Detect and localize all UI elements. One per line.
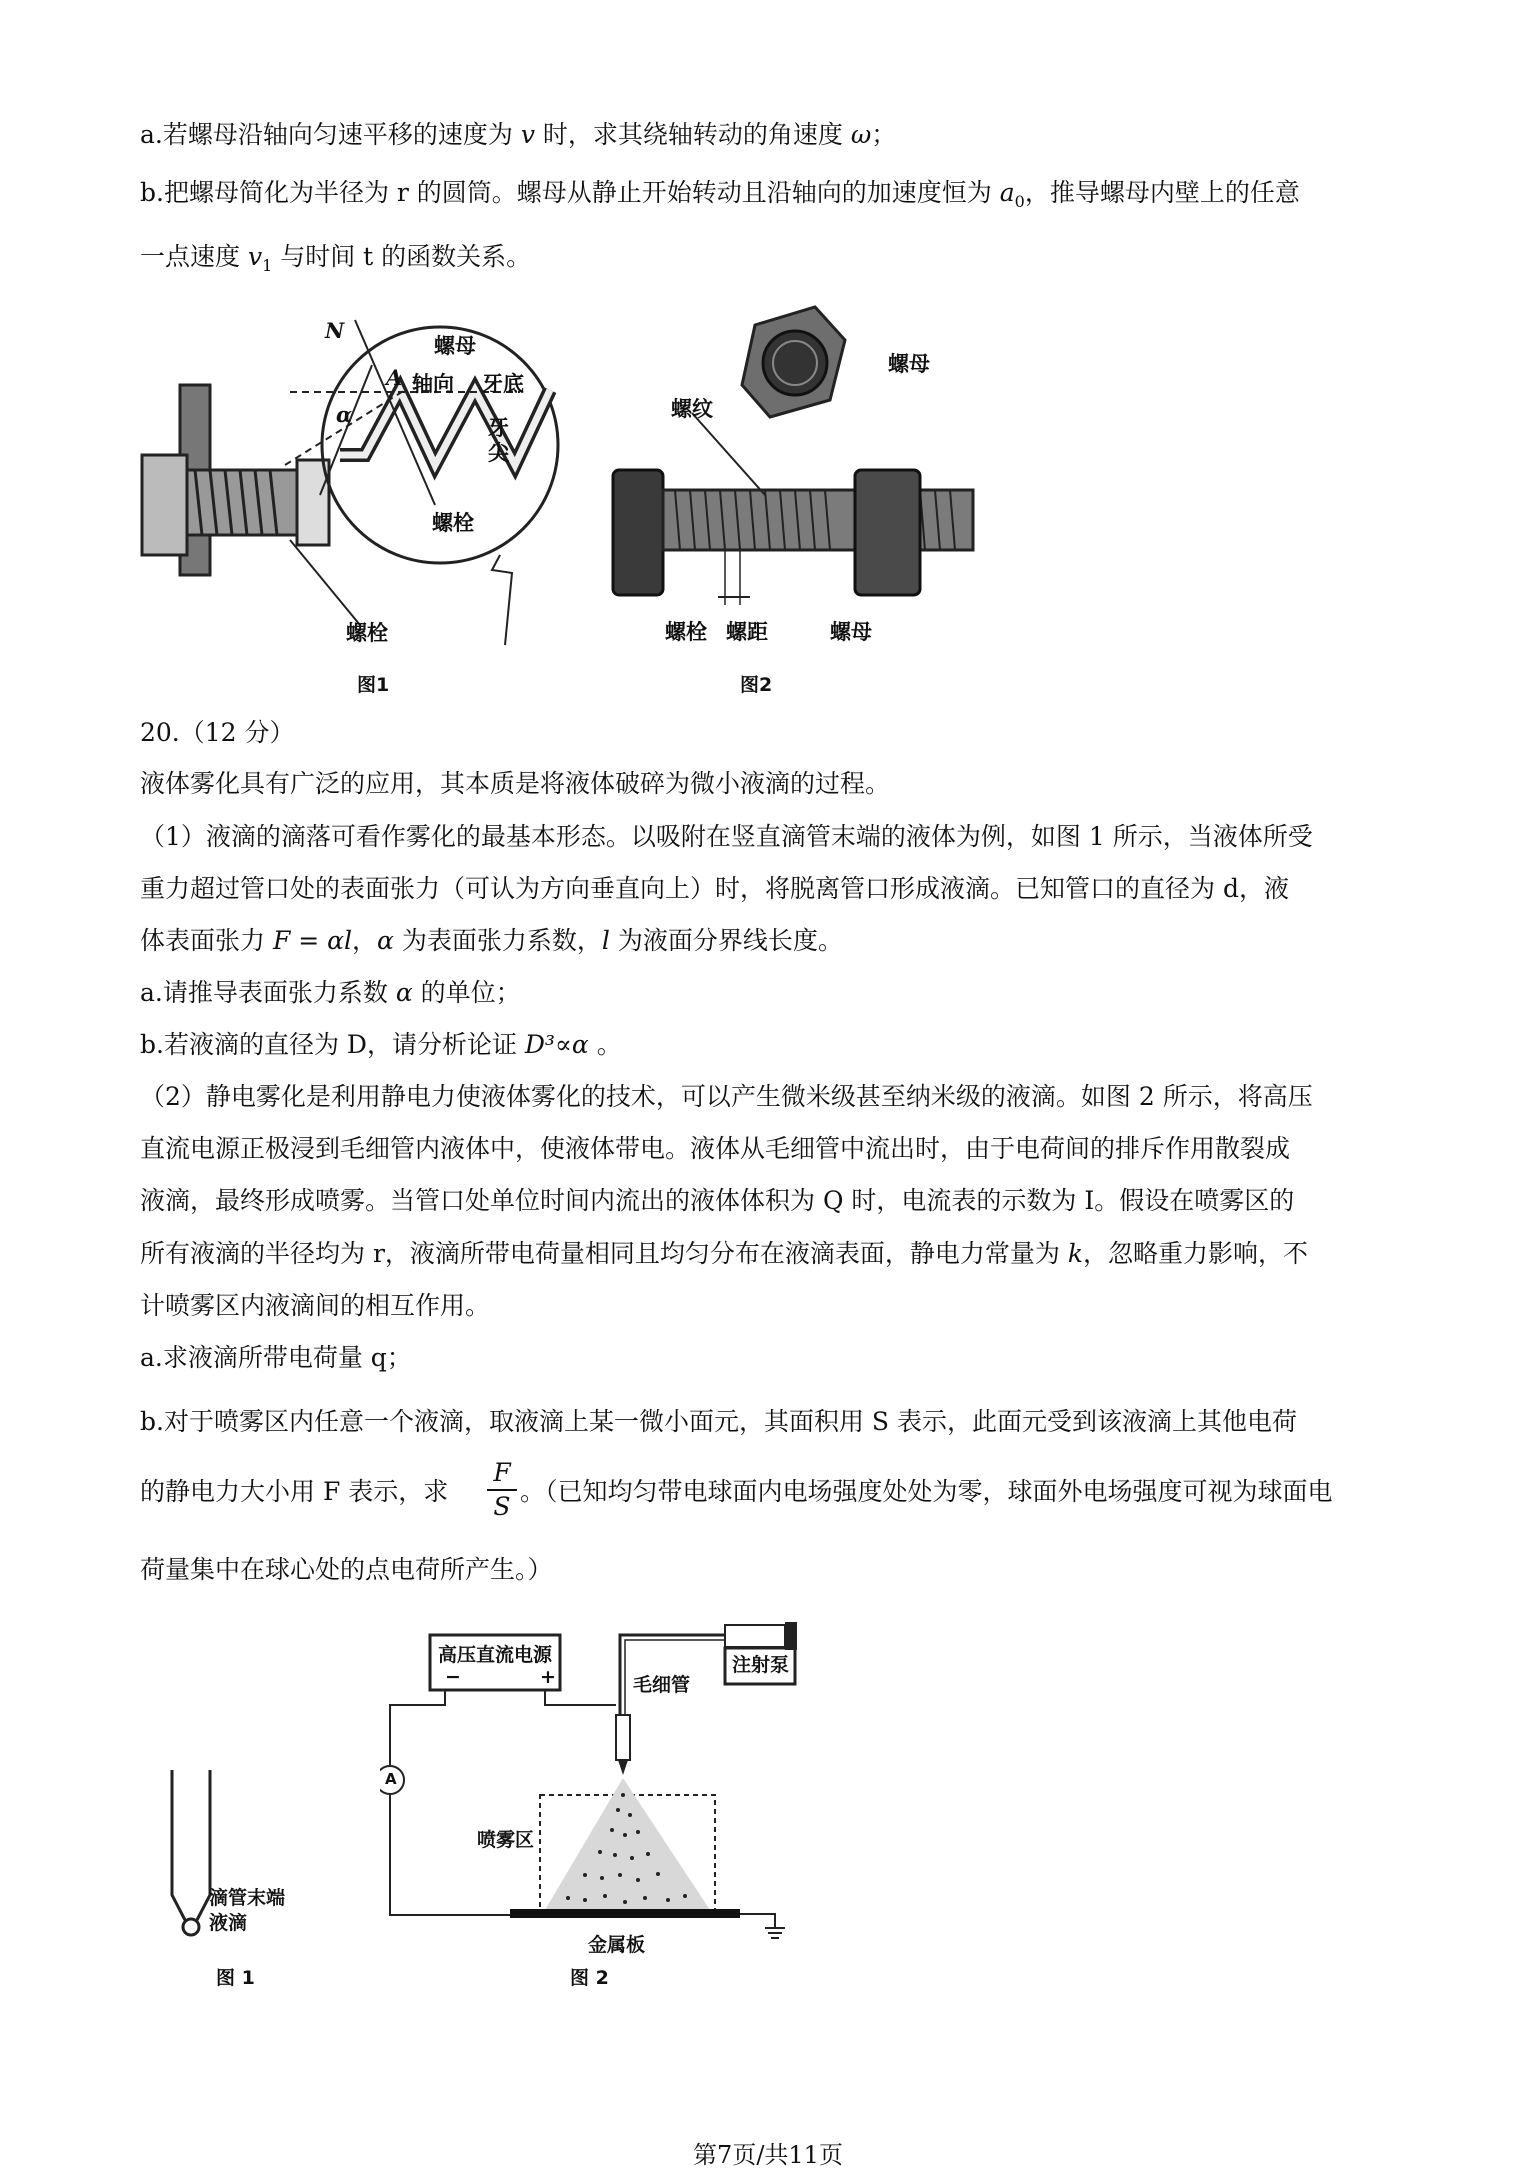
q19-part-b-line1 bbox=[140, 176, 1300, 219]
return-wire bbox=[390, 1794, 510, 1915]
label-nut-top: 螺母 bbox=[888, 352, 930, 376]
formula-F: F = αl bbox=[272, 926, 353, 955]
label-root: 牙底 bbox=[482, 372, 524, 396]
q20-p2-line4 bbox=[140, 1237, 1308, 1271]
var-alpha: α bbox=[377, 926, 394, 955]
text: ，推导螺母内壁上的任意 bbox=[1024, 178, 1300, 207]
label-spray-zone: 喷雾区 bbox=[477, 1829, 535, 1851]
var-l: l bbox=[601, 926, 610, 955]
q20-a1 bbox=[140, 976, 521, 1010]
text: 所有液滴的半径均为 r，液滴所带电荷量相同且均匀分布在液滴表面，静电力常量为 bbox=[140, 1239, 1068, 1268]
figure-caption: 图2 bbox=[740, 674, 773, 696]
var-a0: a bbox=[999, 178, 1015, 207]
var-alpha: α bbox=[395, 978, 413, 1007]
q20-b2-line2-end: 。（已知均匀带电球面内电场强度处处为零，球面外电场强度可视为球面电 bbox=[520, 1477, 1333, 1506]
text: ， bbox=[352, 926, 378, 955]
figure-caption: 图 2 bbox=[570, 1967, 609, 1989]
negative-wire bbox=[390, 1690, 445, 1765]
label-power-supply: 高压直流电源 bbox=[438, 1644, 553, 1666]
capillary-tube bbox=[616, 1715, 630, 1760]
label-alpha: α bbox=[336, 402, 353, 427]
capillary-tip bbox=[618, 1760, 628, 1775]
q20-p2-line2: 直流电源正极浸到毛细管内液体中，使液体带电。液体从毛细管中流出时，由于电荷间的排斥作用散裂成 bbox=[140, 1134, 1291, 1163]
nut-on-bolt bbox=[855, 470, 920, 595]
syringe-body bbox=[725, 1625, 785, 1647]
text: ； bbox=[871, 120, 897, 149]
label-minus: − bbox=[445, 1666, 461, 1688]
text: 时，求其绕轴转动的角速度 bbox=[534, 120, 851, 149]
q20-b2-line3: 荷量集中在球心处的点电荷所产生。） bbox=[140, 1555, 553, 1584]
text: a.若螺母沿轴向匀速平移的速度为 bbox=[140, 120, 521, 149]
metal-plate bbox=[510, 1909, 740, 1918]
label-nut-bottom: 螺母 bbox=[830, 620, 872, 644]
q20-intro: 液体雾化具有广泛的应用，其本质是将液体破碎为微小液滴的过程。 bbox=[140, 769, 891, 798]
formula-D3: D³∝α bbox=[524, 1030, 589, 1059]
syringe-plunger bbox=[785, 1622, 797, 1650]
q20-p2-line1: （2）静电雾化是利用静电力使液体雾化的技术，可以产生微米级甚至纳米级的液滴。如图 2 所示，将高压 bbox=[140, 1082, 1313, 1111]
q20-title: 20.（12 分） bbox=[140, 718, 295, 747]
thread-diagram bbox=[140, 305, 580, 655]
text: a.请推导表面张力系数 bbox=[140, 978, 396, 1007]
q19-part-a bbox=[140, 118, 896, 152]
figure-caption: 图1 bbox=[357, 674, 390, 696]
page-footer: 第7页/共11页 bbox=[693, 2141, 843, 2169]
dropper-left-wall bbox=[172, 1770, 185, 1920]
label-droplet: 液滴 bbox=[209, 1912, 248, 1934]
var-v1: v bbox=[247, 242, 263, 271]
figure-caption: 图 1 bbox=[216, 1967, 255, 1989]
q20-b2-line2-pre: 的静电力大小用 F 表示，求 bbox=[140, 1477, 449, 1506]
fraction-F-over-S bbox=[485, 1458, 519, 1522]
text: ，忽略重力影响，不 bbox=[1083, 1239, 1309, 1268]
text: 为表面张力系数， bbox=[393, 926, 602, 955]
thread-leader bbox=[692, 413, 765, 495]
label-tip-2: 尖 bbox=[488, 441, 509, 465]
bolt-head-photo bbox=[613, 470, 663, 595]
ground-wire bbox=[740, 1914, 775, 1928]
q20-p2-line3: 液滴，最终形成喷雾。当管口处单位时间内流出的液体体积为 Q 时，电流表的示数为 I。假设在喷雾区的 bbox=[140, 1186, 1295, 1215]
q20-b2-line1: b.对于喷雾区内任意一个液滴，取液滴上某一微小面元，其面积用 S 表示，此面元受到该液滴上其他电荷 bbox=[140, 1407, 1297, 1436]
label-pitch: 螺距 bbox=[726, 620, 768, 644]
label-syringe-pump: 注射泵 bbox=[732, 1654, 790, 1676]
label-A: A bbox=[386, 365, 403, 390]
label-ammeter: A bbox=[385, 1770, 397, 1788]
label-axis: 轴向 bbox=[412, 372, 454, 396]
fraction-numerator: F bbox=[493, 1458, 511, 1487]
normal-line bbox=[355, 320, 435, 505]
label-thread: 螺纹 bbox=[671, 397, 713, 421]
text: b.把螺母简化为半径为 r 的圆筒。螺母从静止开始转动且沿轴向的加速度恒为 bbox=[140, 178, 1000, 207]
label-tip-1: 牙 bbox=[488, 416, 509, 440]
cut-mark bbox=[492, 555, 512, 645]
subscript: 0 bbox=[1014, 192, 1025, 211]
text: 。 bbox=[588, 1030, 622, 1059]
label-bolt: 螺栓 bbox=[665, 620, 707, 644]
q20-p1-line2: 重力超过管口处的表面张力（可认为方向垂直向上）时，将脱离管口形成液滴。已知管口的直径为 d，液 bbox=[140, 874, 1289, 903]
label-dropper-tip: 滴管末端 bbox=[209, 1887, 286, 1909]
text: 一点速度 bbox=[140, 242, 248, 271]
text: 为液面分界线长度。 bbox=[609, 926, 843, 955]
label-bolt-outer: 螺栓 bbox=[346, 621, 388, 645]
q20-b1 bbox=[140, 1028, 622, 1062]
label-capillary: 毛细管 bbox=[633, 1674, 691, 1696]
var-omega: ω bbox=[850, 120, 872, 149]
fraction-bar bbox=[487, 1489, 517, 1491]
var-k: k bbox=[1067, 1239, 1084, 1268]
q20-p1-line3 bbox=[140, 924, 843, 958]
bolt-head bbox=[142, 455, 187, 555]
q20-p2-line5: 计喷雾区内液滴间的相互作用。 bbox=[140, 1291, 491, 1320]
q20-p1-line1: （1）液滴的滴落可看作雾化的最基本形态。以吸附在竖直滴管末端的液体为例，如图 1 所示，当液体所受 bbox=[140, 822, 1313, 851]
label-plus: + bbox=[540, 1666, 556, 1688]
droplet bbox=[183, 1919, 199, 1935]
zoom-line bbox=[320, 365, 372, 495]
var-v: v bbox=[520, 120, 535, 149]
text: 与时间 t 的函数关系。 bbox=[272, 242, 532, 271]
spray-cone bbox=[545, 1778, 710, 1910]
leader-line bbox=[290, 540, 360, 625]
label-metal-plate: 金属板 bbox=[588, 1934, 646, 1956]
text: b.若液滴的直径为 D，请分析论证 bbox=[140, 1030, 525, 1059]
label-bolt-inner: 螺栓 bbox=[432, 511, 474, 535]
text: 体表面张力 bbox=[140, 926, 273, 955]
q19-part-b-line2 bbox=[140, 240, 531, 283]
q20-a2: a.求液滴所带电荷量 q； bbox=[140, 1343, 412, 1372]
subscript: 1 bbox=[262, 256, 273, 275]
positive-wire bbox=[545, 1690, 616, 1705]
text: 的单位； bbox=[412, 978, 521, 1007]
label-nut: 螺母 bbox=[434, 334, 476, 358]
label-N: N bbox=[325, 318, 345, 343]
fraction-denominator: S bbox=[493, 1492, 511, 1521]
